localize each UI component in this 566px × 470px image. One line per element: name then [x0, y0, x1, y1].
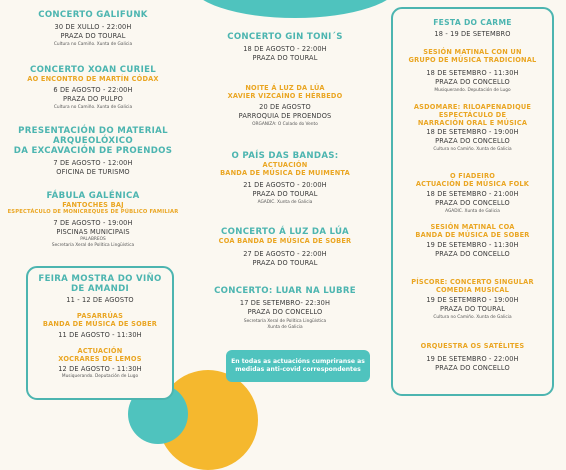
- event-organizer: Cultura no Camiño. Xunta de Galicia: [53, 104, 133, 110]
- feira-dates: 11 - 12 DE AGOSTO: [66, 296, 134, 304]
- event-date: 12 DE AGOSTO - 11:30H: [58, 365, 142, 373]
- event-place: PRAZA DO TOURAL: [252, 190, 318, 199]
- event-title-line-1: PRESENTACIÓN DO MATERIAL: [18, 126, 168, 136]
- event-place: PARROQUIA DE PROENDOS: [238, 112, 332, 121]
- event-organizer: AGADIC. Xunta de Galicia: [257, 199, 313, 205]
- event-subtitle-1: SESIÓN MATINAL COA: [430, 223, 515, 231]
- event-subtitle-1: ACTUACIÓN: [262, 161, 308, 169]
- event-date: 11 DE AGOSTO - 11:30H: [58, 331, 142, 339]
- festa-title: FESTA DO CARME: [433, 18, 512, 27]
- event-organizer: Cultura no Camiño. Xunta de Galicia: [53, 41, 133, 47]
- event-asdomare: [393, 103, 552, 153]
- event-subtitle-1: O FIADEIRO: [449, 172, 496, 180]
- event-title: CONCERTO GIN TONI´S: [227, 32, 343, 42]
- festa-header: [393, 18, 552, 39]
- festa-do-carme-box: [391, 7, 554, 396]
- event-title: FÁBULA GALÉNICA: [46, 191, 140, 201]
- event-place: PRAZA DO TOURAL: [439, 305, 506, 314]
- event-place: PRAZA DO PULPO: [62, 95, 124, 104]
- event-title: CONCERTO GALIFUNK: [38, 10, 148, 20]
- event-galifunk: [0, 10, 186, 48]
- event-subtitle-2: XOCRARES DE LEMOS: [58, 355, 142, 363]
- event-subtitle-3: NARRACIÓN ORAL E MÚSICA: [417, 119, 528, 127]
- event-subtitle-1: ACTUACIÓN: [77, 347, 123, 355]
- event-title-line-2: ARQUEOLÓXICO: [53, 136, 133, 146]
- event-title-line-1: NOITE Á LUZ DA LÚA: [245, 84, 325, 92]
- event-gin-tonis: [194, 32, 376, 64]
- feira-title-line-2: DE AMANDI: [70, 284, 130, 294]
- event-subtitle-1: PASARRÚAS: [76, 312, 124, 320]
- event-date: 7 DE AGOSTO - 19:00H: [53, 218, 133, 227]
- event-piscore: [393, 278, 552, 321]
- decorative-teal-circle: [190, 0, 400, 18]
- feira-box: [26, 266, 174, 400]
- festa-dates: 18 - 19 DE SETEMBRO: [434, 30, 511, 38]
- event-date: 21 DE AGOSTO - 20:00H: [243, 181, 327, 189]
- event-orquestra-satelites: [393, 342, 552, 374]
- event-subtitle-2: BANDA DE MÚSICA DE SOBER: [42, 320, 158, 328]
- event-place: PRAZA DO CONCELLO: [435, 78, 510, 87]
- event-luar-na-lubre: [194, 286, 376, 331]
- event-subtitle: COA BANDA DE MÚSICA DE SOBER: [218, 237, 352, 245]
- event-place: PRAZA DO CONCELLO: [435, 250, 510, 259]
- event-place: PRAZA DO TOURAL: [252, 259, 318, 268]
- event-organizer: AGADIC. Xunta de Galicia: [445, 208, 500, 214]
- event-date: 19 DE SETEMBRO - 22:00H: [426, 355, 519, 363]
- event-title: O PAÍS DAS BANDAS:: [231, 151, 339, 161]
- event-sesion-matinal-2: [393, 223, 552, 260]
- event-date: 18 DE SETEMBRO - 19:00H: [426, 128, 519, 136]
- event-organizer: Musiquerando. Deputación de Lugo: [434, 87, 511, 93]
- event-subtitle-2: ACTUACIÓN DE MÚSICA FOLK: [415, 180, 530, 188]
- event-organizer: ORGANIZA: O Colado do Vento: [252, 121, 318, 127]
- event-subtitle-2: COMEDIA MUSICAL: [435, 286, 510, 294]
- event-organizer-2: Xunta de Galicia: [267, 324, 303, 330]
- event-subtitle: AO ENCONTRO DE MARTÍN CÓDAX: [27, 75, 159, 83]
- event-title: CONCERTO XOAN CURIEL: [29, 65, 157, 75]
- event-pais-bandas: [194, 151, 376, 206]
- event-pasarruas: [28, 312, 172, 340]
- event-date: 18 DE AGOSTO - 22:00H: [243, 45, 327, 53]
- event-organizer: Cultura no Camiño. Xunta de Galicia: [433, 314, 512, 320]
- event-sesion-matinal-1: [393, 48, 552, 94]
- event-date: 18 DE SETEMBRO - 11:30H: [426, 69, 519, 77]
- event-place: PRAZA DO CONCELLO: [435, 364, 510, 373]
- event-place: PRAZA DO CONCELLO: [435, 137, 510, 146]
- event-title-line-2: XAVIER VIZCAÍNO E HÉRBEDO: [227, 92, 343, 100]
- event-title: CONCERTO: LUAR NA LUBRE: [214, 286, 356, 296]
- event-organizer: Musiquerando. Deputación de Lugo: [61, 374, 139, 380]
- event-place: PRAZA DO CONCELLO: [435, 199, 510, 208]
- event-subtitle-2: BANDA DE MÚSICA DE MUIMENTA: [220, 169, 350, 177]
- event-title-line-3: DA EXCAVACIÓN DE PROENDOS: [13, 146, 173, 156]
- event-date: 19 DE SETEMBRO - 11:30H: [426, 241, 519, 249]
- event-place: OFICINA DE TURISMO: [56, 168, 130, 177]
- event-feira-header: [28, 274, 172, 305]
- event-date: 18 DE SETEMBRO - 21:00H: [426, 190, 519, 198]
- event-date: 30 DE XULLO - 22:00H: [54, 23, 132, 31]
- event-subtitle: FANTOCHES BAJ: [62, 201, 124, 209]
- event-place: PRAZA DO TOURAL: [252, 54, 318, 63]
- event-organizer-2: Secretaría Xeral de Política Lingüística: [51, 243, 135, 249]
- event-date: 7 DE AGOSTO - 12:00H: [53, 159, 133, 167]
- event-date: 6 DE AGOSTO - 22:00H: [53, 86, 133, 94]
- event-xoan-curiel: [0, 65, 186, 111]
- event-fabula-galenica: [0, 191, 186, 249]
- event-actuacion-xocrares: [28, 347, 172, 380]
- event-subtitle-detail: ESPECTÁCULO DE MONICREQUES DE PÚBLICO FAMILIAR: [7, 209, 179, 215]
- event-o-fiadeiro: [393, 172, 552, 215]
- event-date: 27 DE AGOSTO - 22:00H: [243, 250, 327, 258]
- event-organizer-1: PALABREOS: [80, 237, 106, 243]
- event-subtitle-2: ESPECTÁCULO DE: [438, 111, 507, 119]
- event-presentacion: [0, 126, 186, 178]
- event-place: PRAZA DO CONCELLO: [247, 308, 323, 317]
- event-subtitle-1: PÍSCORE: CONCERTO SINGULAR: [411, 278, 534, 286]
- event-subtitle: ORQUESTRA OS SATÉLITES: [420, 342, 525, 350]
- covid-notice: En todas as actuacións cumpriranse as medidas anti-covid correspondentes: [226, 350, 370, 382]
- event-place: PRAZA DO TOURAL: [60, 32, 126, 41]
- event-organizer: Cultura no Camiño. Xunta de Galicia: [433, 146, 512, 152]
- event-subtitle-2: BANDA DE MÚSICA DE SOBER: [415, 231, 530, 239]
- event-subtitle-1: ASDOMARE: RILOAPENADIQUE: [413, 103, 532, 111]
- event-noite-luz-lua: [194, 84, 376, 128]
- event-date: 20 DE AGOSTO: [259, 103, 311, 111]
- event-date: 17 DE SETEMBRO- 22:30H: [239, 299, 331, 307]
- event-place: PISCINAS MUNICIPAIS: [56, 227, 130, 236]
- event-subtitle-2: GRUPO DE MÚSICA TRADICIONAL: [408, 56, 537, 64]
- event-date: 19 DE SETEMBRO - 19:00H: [426, 296, 519, 304]
- event-title: CONCERTO Á LUZ DA LÚA: [221, 227, 349, 237]
- event-organizer-1: Secretaría Xeral de Política Lingüística: [243, 318, 327, 324]
- event-concerto-luz-lua: [194, 227, 376, 269]
- feira-title-line-1: FEIRA MOSTRA DO VIÑO: [38, 274, 162, 284]
- event-subtitle-1: SESIÓN MATINAL CON UN: [423, 48, 522, 56]
